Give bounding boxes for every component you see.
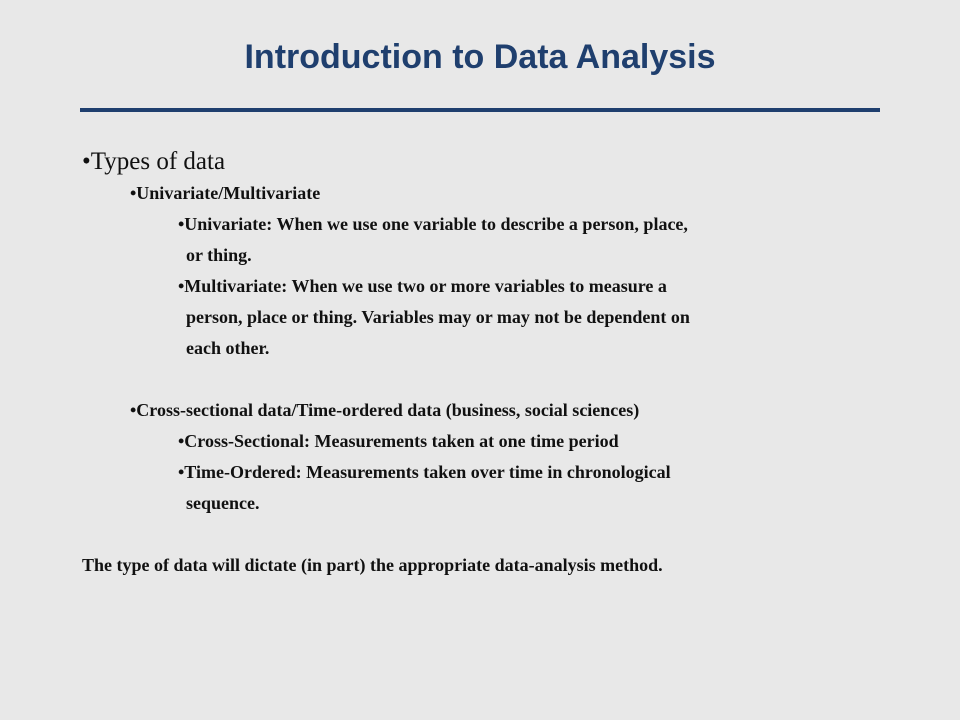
bullet-time-ordered-line2: sequence. — [186, 493, 260, 513]
bullet-multivariate-line2: person, place or thing. Variables may or may not be dependent on — [186, 307, 690, 327]
spacer — [82, 519, 882, 550]
title-divider — [80, 108, 880, 112]
conclusion-text: The type of data will dictate (in part) the appropriate data-analysis method. — [82, 555, 663, 575]
bullet-multivariate-line3: each other. — [186, 338, 270, 358]
spacer — [82, 364, 882, 395]
bullet-cross-sectional-time-ordered: •Cross-sectional data/Time-ordered data (business, social sciences) — [130, 400, 640, 420]
bullet-time-ordered-line1: •Time-Ordered: Measurements taken over time in chronological — [178, 462, 671, 482]
bullet-multivariate-line1: •Multivariate: When we use two or more variables to measure a — [178, 276, 667, 296]
bullet-univariate-line1: •Univariate: When we use one variable to describe a person, place, — [178, 214, 688, 234]
bullet-univariate-multivariate: •Univariate/Multivariate — [130, 183, 321, 203]
slide-content — [82, 146, 882, 581]
slide-title: Introduction to Data Analysis — [244, 38, 716, 76]
bullet-types-of-data: •Types of data — [82, 148, 226, 175]
bullet-cross-sectional: •Cross-Sectional: Measurements taken at one time period — [178, 431, 619, 451]
bullet-univariate-line2: or thing. — [186, 245, 252, 265]
